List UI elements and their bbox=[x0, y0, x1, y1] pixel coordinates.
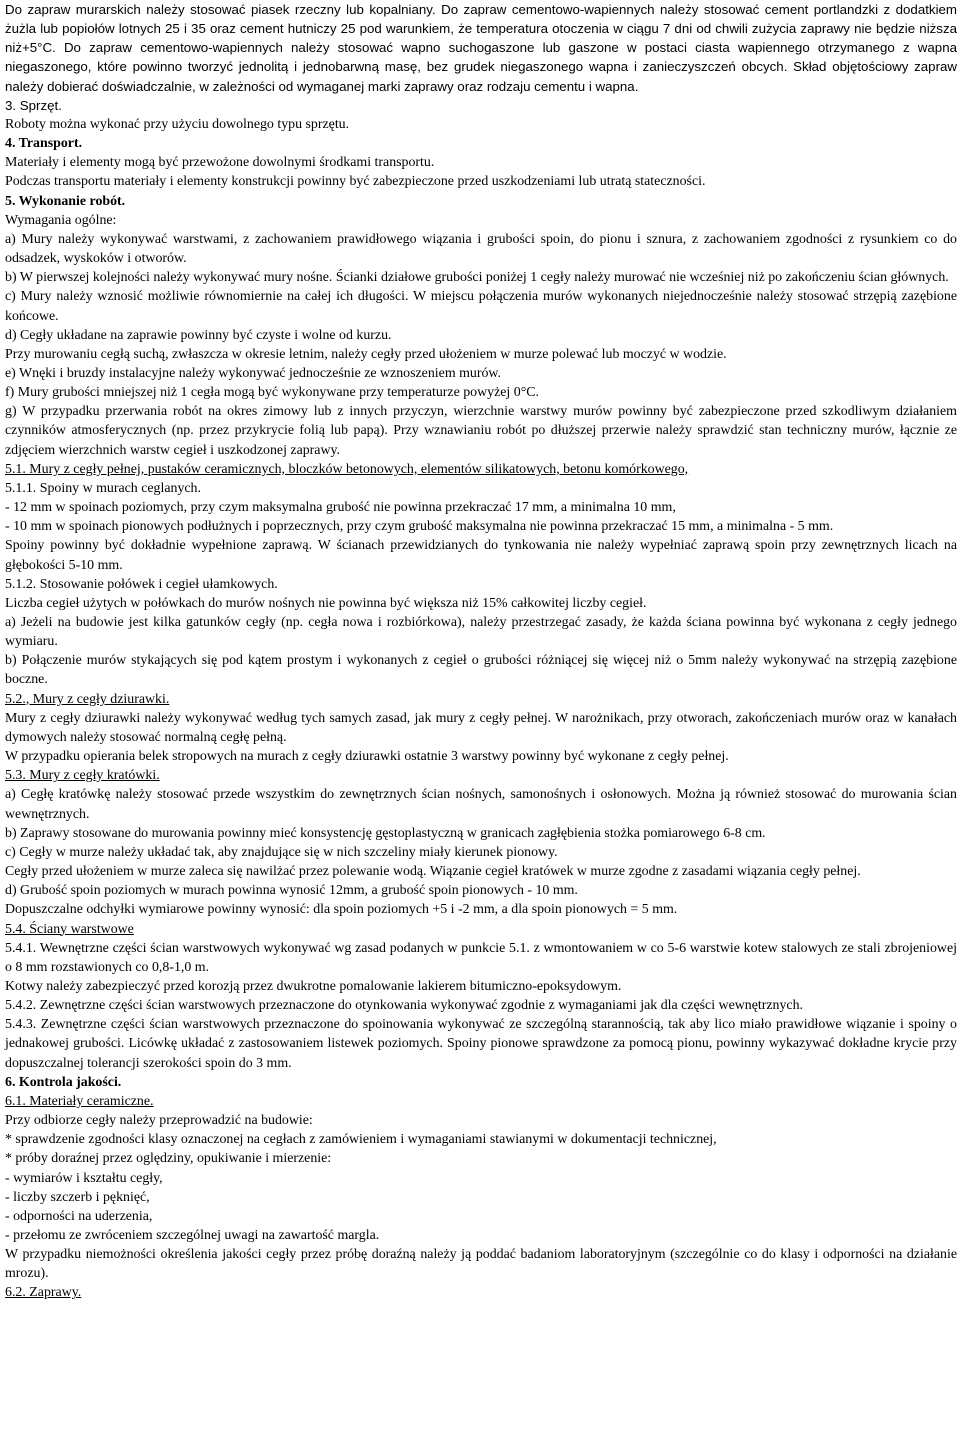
heading-kontrola: 6. Kontrola jakości. bbox=[5, 1074, 122, 1090]
req-g: g) W przypadku przerwania robót na okres zimowy lub z innych przyczyn, wierzchnie warstwy murów powinny być zabezpieczone przed szkodliwym działaniem czynników atmosferycznych (np. przez przykrycie folią lub papą). Przy wznawianiu robót po dłuższej przerwie należy sprawdzić stan techniczny murów, łącznie ze zdjęciem wierzchnich warstw cegieł i uszkodzonej zaprawy. bbox=[5, 404, 957, 458]
kratowka-b: b) Zaprawy stosowane do murowania powinny mieć konsystencję gęstoplastyczną w granicach zagłębienia stożka pomiarowego 6-8 cm. bbox=[5, 825, 766, 841]
req-e: e) Wnęki i bruzdy instalacyjne należy wykonywać jednocześnie ze wznoszeniem murów. bbox=[5, 365, 502, 381]
sprzet-text: Roboty można wykonać przy użyciu dowolnego typu sprzętu. bbox=[5, 116, 350, 132]
heading-5-4: 5.4. Ściany warstwowe bbox=[5, 921, 134, 937]
req-d: d) Cegły układane na zaprawie powinny być czyste i wolne od kurzu. bbox=[5, 327, 392, 343]
dziurawka-text-1: Mury z cegły dziurawki należy wykonywać według tych samych zasad, jak mury z cegły pełnej. W narożnikach, przy otworach, zakończeniach murów oraz w kanałach dymowych należy stosować normalną cegłę pełną. bbox=[5, 710, 957, 745]
kratowka-d: d) Grubość spoin poziomych w murach powinna wynosić 12mm, a grubość spoin pionowych - 10 mm. bbox=[5, 883, 578, 899]
ceramiczne-dash-1: - wymiarów i kształtu cegły, bbox=[5, 1170, 163, 1186]
spoiny-12mm: - 12 mm w spoinach poziomych, przy czym maksymalna grubość nie powinna przekraczać 17 mm, a minimalna 10 mm, bbox=[5, 500, 676, 516]
req-d-cont: Przy murowaniu cegłą suchą, zwłaszcza w okresie letnim, należy cegły przed ułożeniem w murze polewać lub moczyć w wodzie. bbox=[5, 346, 727, 362]
ceramiczne-star-2: * próby doraźnej przez oględziny, opukiwanie i mierzenie: bbox=[5, 1151, 332, 1167]
ceramiczne-dash-4: - przełomu ze zwróceniem szczególnej uwagi na zawartość margla. bbox=[5, 1228, 380, 1243]
wymagania-label: Wymagania ogólne: bbox=[5, 212, 117, 228]
heading-5-1-2: 5.1.2. Stosowanie połówek i cegieł ułamkowych. bbox=[5, 576, 278, 592]
ceramiczne-intro: Przy odbiorze cegły należy przeprowadzić na budowie: bbox=[5, 1113, 313, 1129]
polowki-text: Liczba cegieł użytych w połówkach do murów nośnych nie powinna być większa niż 15% całkowitej liczby cegieł. bbox=[5, 595, 647, 611]
spoiny-10mm: - 10 mm w spoinach pionowych podłużnych i poprzecznych, przy czym grubość maksymalna nie powinna przekraczać 15 mm, a minimalna - 5 mm. bbox=[5, 519, 834, 535]
document-page bbox=[5, 0, 957, 1303]
heading-sprzet: 3. Sprzęt. bbox=[5, 97, 62, 113]
kratowka-c-cont: Cegły przed ułożeniem w murze zaleca się nawilżać przez polewanie wodą. Wiązanie cegieł kratówek w murze zgodne z zasadami wiązania cegły pełnej. bbox=[5, 864, 861, 880]
warstwowe-5-4-2: 5.4.2. Zewnętrzne części ścian warstwowych przeznaczone do otynkowania wykonywać zgodnie z wymaganiami jak dla części wewnętrznych. bbox=[5, 998, 803, 1014]
ceramiczne-dash-2: - liczby szczerb i pęknięć, bbox=[5, 1189, 150, 1205]
warstwowe-5-4-1: 5.4.1. Wewnętrzne części ścian warstwowych wykonywać wg zasad podanych w punkcie 5.1. z wmontowaniem w co 5-6 warstwie kotew stalowych ze stali zbrojeniowej o 8 mm rozstawionych co 0,8-1,0 m. bbox=[5, 940, 957, 975]
warstwowe-5-4-3: 5.4.3. Zewnętrzne części ścian warstwowych przeznaczone do spoinowania wykonywać ze szczególną starannością, tak aby lico miało prawidłowe wiązanie i spoiny o jednakowej grubości. Licówkę układać z zastosowaniem listewek poziomych. Spoiny pionowe sprawdzone za pomocą pionu, powinny wykazywać dokładne krycie przy dopuszczalnej tolerancji szerokości spoin do 3 mm. bbox=[5, 1017, 957, 1071]
ceramiczne-badania: W przypadku niemożności określenia jakości cegły przez próbę doraźną należy ją poddać badaniom laboratoryjnym (szczególnie co do klasy i odporności na działanie mrozu). bbox=[5, 1247, 957, 1282]
materials-para-top: Do zapraw murarskich należy stosować piasek rzeczny lub kopalniany. Do zapraw cementowo-wapiennych należy stosować cement portlandzki z dodatkiem żużla lub popiołów lotnych 25 i 35 oraz cement hutniczy 25 pod warunkiem, że temperatura otoczenia w ciągu 7 dni od chwili zużycia zaprawy nie będzie niższa niż+5°C. Do zapraw cementowo-wapiennych należy stosować wapno suchogaszone lub gaszone w postaci ciasta wapiennego otrzymanego z wapna niegaszonego, które powinno tworzyć jednolitą i jednobarwną masę, bez grudek niegaszonego wapna i zanieczyszczeń obcych. Skład objętościowy zapraw należy dobierać doświadczalnie, w zależności od wymaganej marki zaprawy oraz rodzaju cementu i wapna. bbox=[5, 2, 957, 94]
heading-5-1-1: 5.1.1. Spoiny w murach ceglanych. bbox=[5, 480, 201, 496]
req-a: a) Mury należy wykonywać warstwami, z zachowaniem prawidłowego wiązania i grubości spoin, do pionu i sznura, z zachowaniem zgodności z rysunkiem co do odsadzek, wyskoków i otworów. bbox=[5, 231, 957, 267]
req-f: f) Mury grubości mniejszej niż 1 cegła mogą być wykonywane przy temperaturze powyżej 0°C. bbox=[5, 385, 539, 401]
heading-5-2: 5.2., Mury z cegły dziurawki. bbox=[5, 691, 170, 707]
polowki-b: b) Połączenie murów stykających się pod kątem prostym i wykonanych z cegieł o grubości różniącej się więcej niż o 5mm należy wykonywać na strzępią zazębione boczne. bbox=[5, 653, 957, 688]
ceramiczne-star-1: * sprawdzenie zgodności klasy oznaczonej na cegłach z zamówieniem i wymaganiami stawianymi w dokumentacji technicznej, bbox=[5, 1132, 717, 1148]
transport-text-1: Materiały i elementy mogą być przewożone dowolnymi środkami transportu. bbox=[5, 155, 435, 171]
heading-5-3: 5.3. Mury z cegły kratówki. bbox=[5, 768, 160, 784]
ceramiczne-dash-3: - odporności na uderzenia, bbox=[5, 1208, 153, 1224]
kratowka-a: a) Cegłę kratówkę należy stosować przede wszystkim do zewnętrznych ścian nośnych, samonośnych i osłonowych. Można ją również stosować do murowania ścian wewnętrznych. bbox=[5, 787, 957, 822]
dziurawka-text-2: W przypadku opierania belek stropowych na murach z cegły dziurawki ostatnie 3 warstwy powinny być wykonane z cegły pełnej. bbox=[5, 749, 729, 765]
warstwowe-kotwy: Kotwy należy zabezpieczyć przed korozją przez dwukrotne pomalowanie lakierem bitumiczno-epoksydowym. bbox=[5, 978, 622, 994]
polowki-a: a) Jeżeli na budowie jest kilka gatunków cegły (np. cegła nowa i rozbiórkowa), należy przestrzegać zasady, że każda ściana powinna być wykonana z cegły jednego wymiaru. bbox=[5, 615, 957, 650]
transport-text-2: Podczas transportu materiały i elementy konstrukcji powinny być zabezpieczone przed uszkodzeniami lub utratą stateczności. bbox=[5, 174, 706, 190]
kratowka-odchylki: Dopuszczalne odchyłki wymiarowe powinny wynosić: dla spoin poziomych +5 i -2 mm, a dla spoin pionowych = 5 mm. bbox=[5, 902, 678, 918]
req-b: b) W pierwszej kolejności należy wykonywać mury nośne. Ścianki działowe grubości poniżej 1 cegły należy murować nie wcześniej niż po zakończeniu ścian głównych. bbox=[5, 270, 949, 286]
spoiny-wypelnienie: Spoiny powinny być dokładnie wypełnione zaprawą. W ścianach przewidzianych do tynkowania nie należy wypełniać zaprawą spoin przy zewnętrznych licach na głębokości 5-10 mm. bbox=[5, 538, 957, 573]
heading-5-1: 5.1. Mury z cegły pełnej, pustaków ceramicznych, bloczków betonowych, elementów silikatowych, betonu komórkowego, bbox=[5, 461, 689, 477]
heading-6-2: 6.2. Zaprawy. bbox=[5, 1285, 82, 1301]
kratowka-c: c) Cegły w murze należy układać tak, aby znajdujące się w nich szczeliny miały kierunek pionowy. bbox=[5, 844, 558, 860]
heading-transport: 4. Transport. bbox=[5, 136, 83, 152]
heading-wykonanie: 5. Wykonanie robót. bbox=[5, 193, 126, 209]
req-c: c) Mury należy wznosić możliwie równomiernie na całej ich długości. W miejscu połączenia murów wykonanych niejednocześnie należy stosować strzępią zazębione końcowe. bbox=[5, 289, 957, 324]
heading-6-1: 6.1. Materiały ceramiczne. bbox=[5, 1093, 154, 1109]
